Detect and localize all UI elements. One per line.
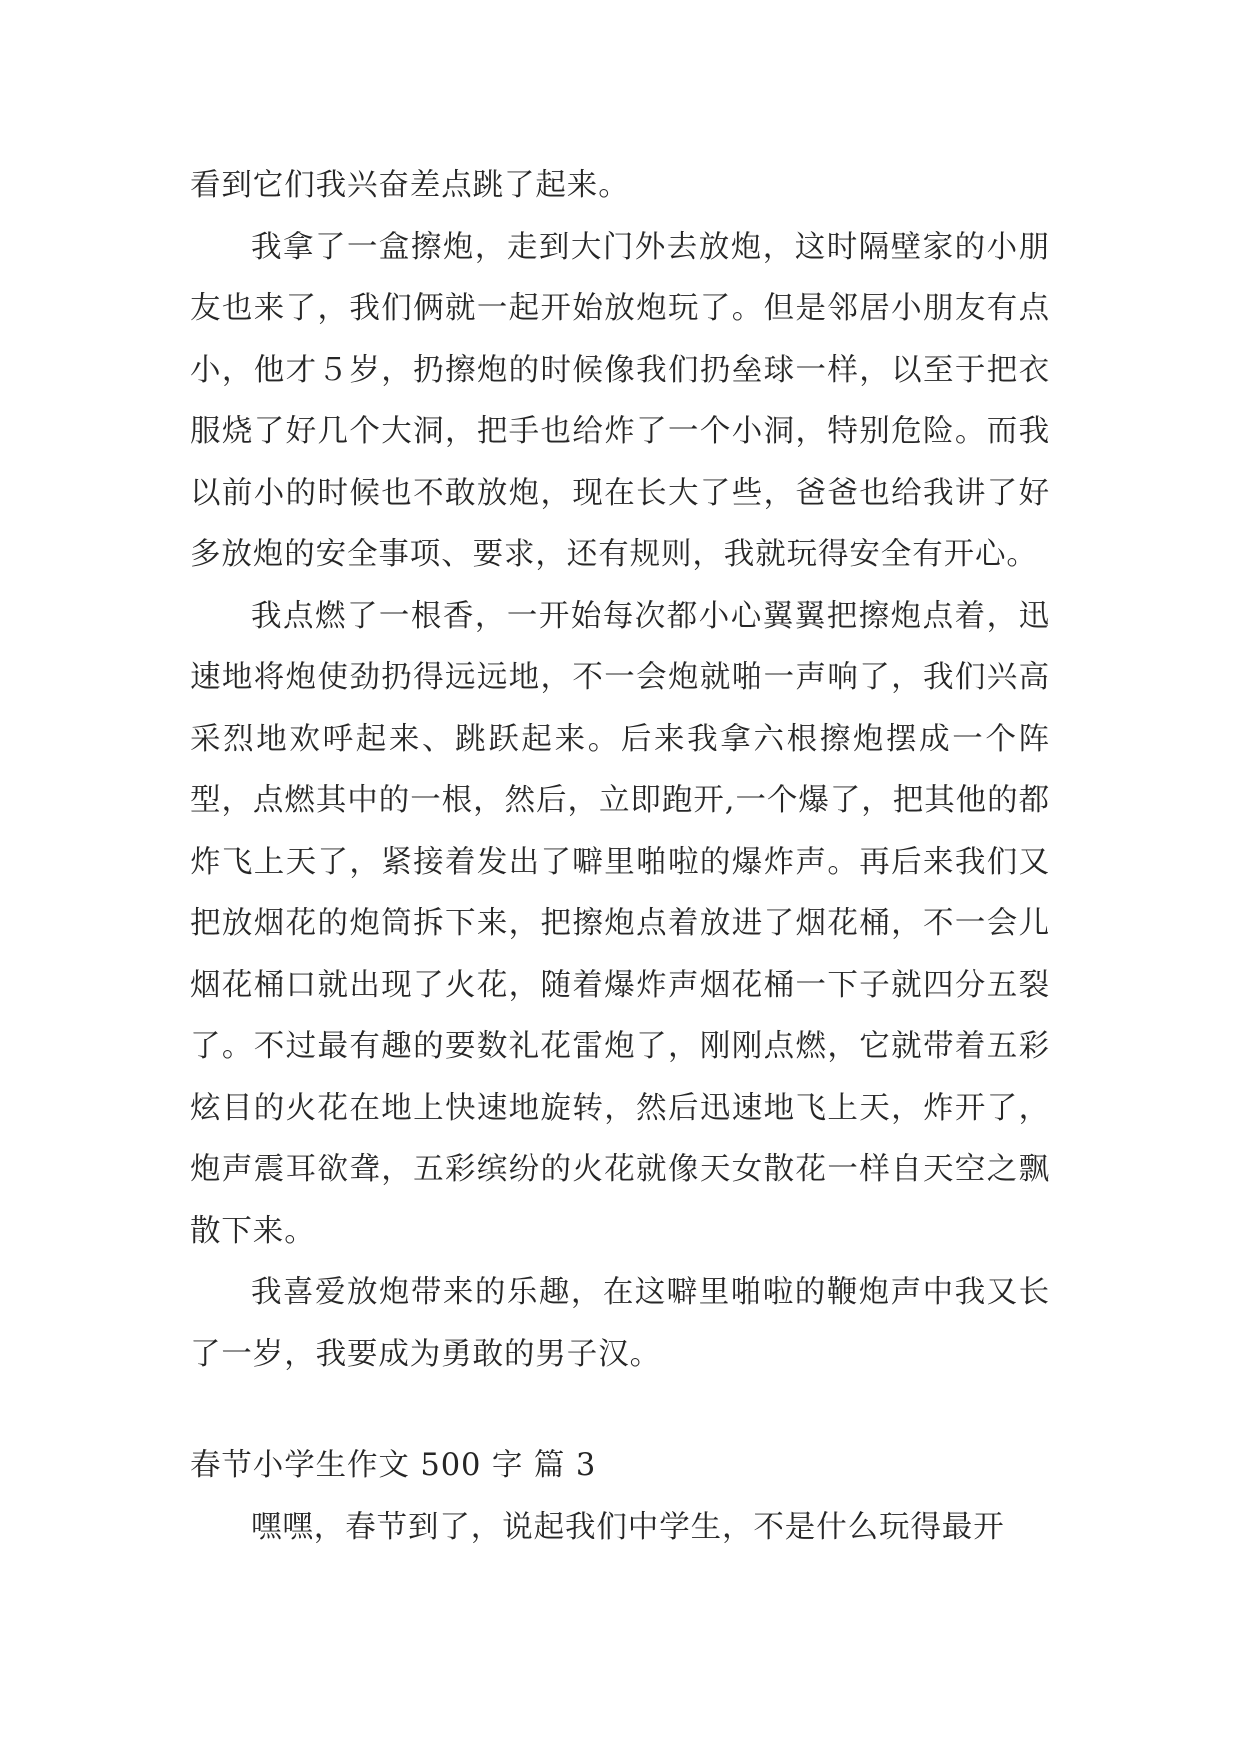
document-page (190, 155, 1050, 1558)
paragraph-continuation: 看到它们我兴奋差点跳了起来。 (190, 168, 630, 203)
paragraph-lighting-firecrackers: 我点燃了一根香，一开始每次都小心翼翼把擦炮点着，迅速地将炮使劲扔得远远地，不一会炮就啪一声响了，我们兴高采烈地欢呼起来、跳跃起来。后来我拿六根擦炮摆成一个阵型，点燃其中的一根，然后，立即跑开,一个爆了，把其他的都炸飞上天了，紧接着发出了噼里啪啦的爆炸声。再后来我们又把放烟花的炮筒拆下来，把擦炮点着放进了烟花桶，不一会儿烟花桶口就出现了火花，随着爆炸声烟花桶一下子就四分五裂了。不过最有趣的要数礼花雷炮了，刚刚点燃，它就带着五彩炫目的火花在地上快速地旋转，然后迅速地飞上天，炸开了，炮声震耳欲聋，五彩缤纷的火花就像天女散花一样自天空之飘散下来。 (190, 598, 1050, 1249)
paragraph-firecracker-play: 我拿了一盒擦炮，走到大门外去放炮，这时隔壁家的小朋友也来了，我们俩就一起开始放炮玩了。但是邻居小朋友有点小，他才５岁，扔擦炮的时候像我们扔垒球一样，以至于把衣服烧了好几个大洞，把手也给炸了一个小洞，特别危险。而我以前小的时候也不敢放炮，现在长大了些，爸爸也给我讲了好多放炮的安全事项、要求，还有规则，我就玩得安全有开心。 (190, 229, 1050, 572)
section-heading: 春节小学生作文 500 字 篇 3 (190, 1448, 597, 1483)
paragraph-section3-start: 嘿嘿，春节到了，说起我们中学生，不是什么玩得最开 (251, 1509, 1005, 1545)
paragraph-conclusion: 我喜爱放炮带来的乐趣，在这噼里啪啦的鞭炮声中我又长了一岁，我要成为勇敢的男子汉。 (190, 1275, 1050, 1372)
